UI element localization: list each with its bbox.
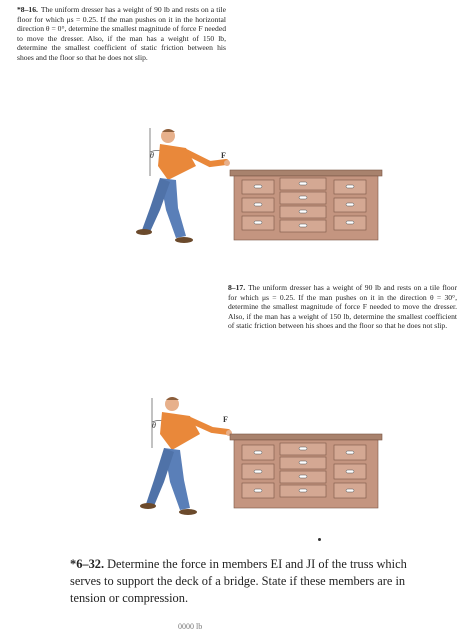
figure-man-pushing-dresser-horizontal [0,118,474,258]
problem-text: The uniform dresser has a weight of 90 lb and rests on a tile floor for which μs = 0.25. If the man pushes on it in the horizontal direction θ = 0°, determine the smallest magnitude of force F needed to move the dresser. Also, if the man has a weight of 150 lb, determine the smallest coefficient of static friction between his shoes and the floor so that he does not slip. [17,5,226,62]
man-figure [140,397,232,515]
force-label: F [221,151,226,160]
hand [224,160,230,166]
problem-number: 8–17. [228,283,246,292]
problem-8-17 [228,283,457,331]
angle-label: θ [152,421,156,430]
shoe [175,237,193,243]
bottom-cut-text: 0000 lb [178,622,203,631]
shirt [160,412,200,450]
problem-text: The uniform dresser has a weight of 90 lb and rests on a tile floor for which μs = 0.25. If the man pushes on it in the direction θ = 30°, determine the smallest magnitude of force F needed to move the dresser. Also, if the man has a weight of 150 lb, determine the smallest coefficient of static friction between his shoes and the floor so that he does not slip. [228,283,457,331]
force-label: F [223,415,228,424]
problem-8-16 [17,5,226,63]
shoe [136,229,152,235]
problem-number: *6–32. [70,557,105,571]
figure-man-pushing-dresser-angled [0,388,474,528]
dresser-top [230,434,382,440]
problem-number: *8–16. [17,5,38,14]
dresser [230,170,382,240]
shirt [158,144,196,180]
shoe [179,509,197,515]
dresser-top [230,170,382,176]
dresser [230,434,382,508]
problem-text: Determine the force in members EI and JI of the truss which serves to support the deck of a bridge. State if these members are in tension or compression. [70,557,407,605]
stray-dot [318,538,321,541]
problem-6-32 [70,556,415,607]
shoe [140,503,156,509]
angle-label: θ [150,151,154,160]
